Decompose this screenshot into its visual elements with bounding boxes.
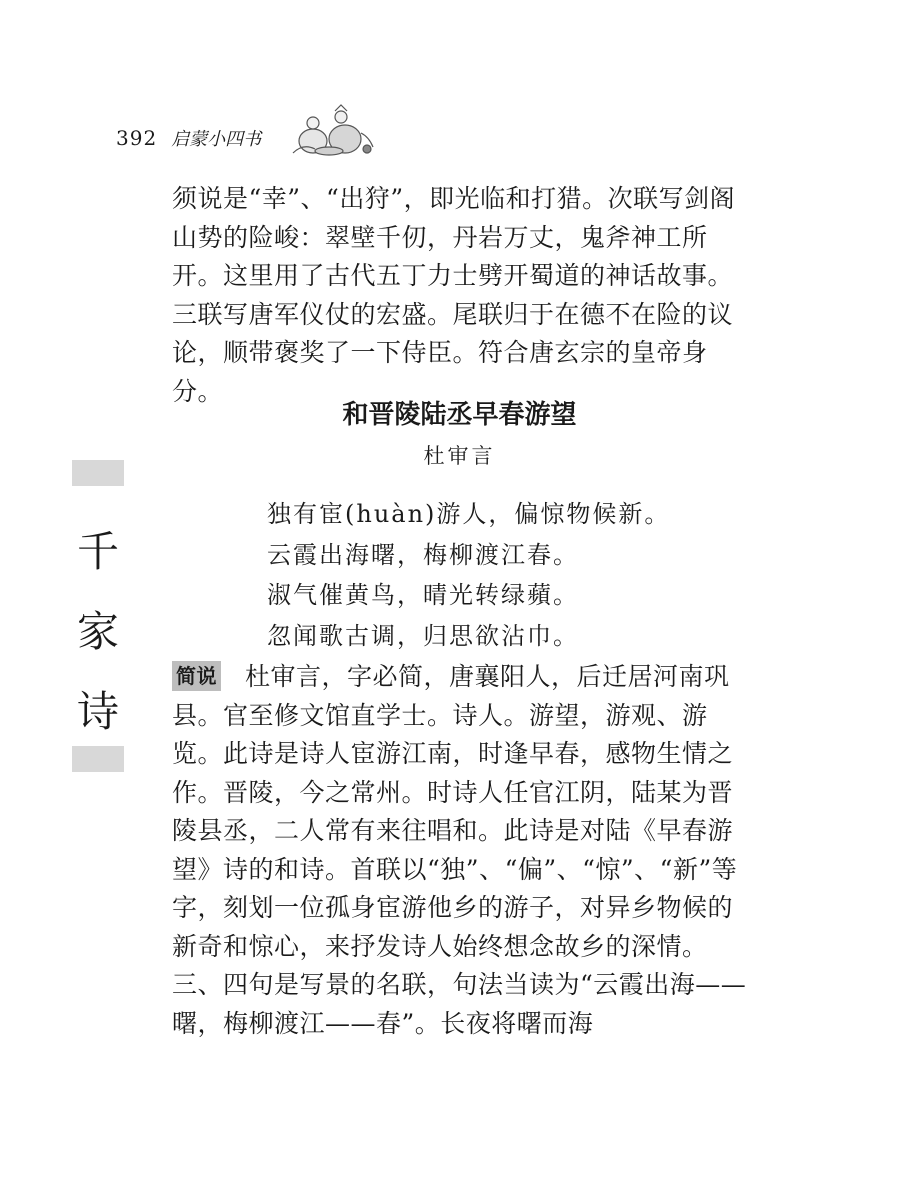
scholars-illustration-icon — [283, 103, 381, 159]
poem-line: 独有宦(huàn)游人，偏惊物候新。 — [267, 500, 671, 528]
poem-line: 云霞出海曙，梅柳渡江春。 — [267, 540, 579, 569]
intro-paragraph-text: 须说是“幸”、“出狩”，即光临和打猎。次联写剑阁山势的险峻：翠壁千仞，丹岩万丈，鬼斧神工所开。这里用了古代五丁力士劈开蜀道的神话故事。三联写唐军仪仗的宏盛。尾联归于在德不在险的议论，顺带褒奖了一下侍臣。符合唐玄宗的皇帝身分。 — [172, 184, 736, 406]
side-tab-label — [72, 512, 124, 752]
commentary-text: 杜审言，字必简，唐襄阳人，后迁居河南巩县。官至修文馆直学士。诗人。游望，游观、游览。此诗是诗人宦游江南，时逢早春，感物生情之作。晋陵，今之常州。时诗人任官江阴，陆某为晋陵县丞，二人常有来往唱和。此诗是对陆《早春游望》诗的和诗。首联以“独”、“偏”、“惊”、“新”等字，刻划一位孤身宦游他乡的游子，对异乡物候的新奇和惊心，来抒发诗人始终想念故乡的深情。三、四句是写景的名联，句法当读为“云霞出海——曙，梅柳渡江——春”。长夜将曙而海 — [172, 662, 747, 1038]
commentary-section — [172, 658, 747, 1043]
side-tab-char: 诗 — [76, 687, 119, 736]
intro-paragraph — [172, 180, 747, 411]
book-title: 启蒙小四书 — [171, 129, 262, 150]
commentary-paragraph — [172, 658, 747, 1043]
poem-author: 杜审言 — [423, 444, 496, 468]
commentary-tag: 简说 — [172, 661, 221, 691]
poem-line: 忽闻歌古调，归思欲沾巾。 — [267, 621, 579, 650]
side-tab-char: 千 — [76, 527, 119, 576]
side-tab-bottom-bar — [72, 746, 124, 772]
page-number: 392 — [116, 126, 158, 150]
page-header — [116, 118, 381, 158]
poem-title: 和晋陵陆丞早春游望 — [342, 400, 577, 430]
poem-body — [267, 494, 670, 656]
side-tab-top-bar — [72, 460, 124, 486]
side-tab-char: 家 — [76, 607, 119, 656]
section-side-tab — [72, 460, 124, 772]
poem-line: 淑气催黄鸟，晴光转绿蘋。 — [267, 581, 579, 609]
